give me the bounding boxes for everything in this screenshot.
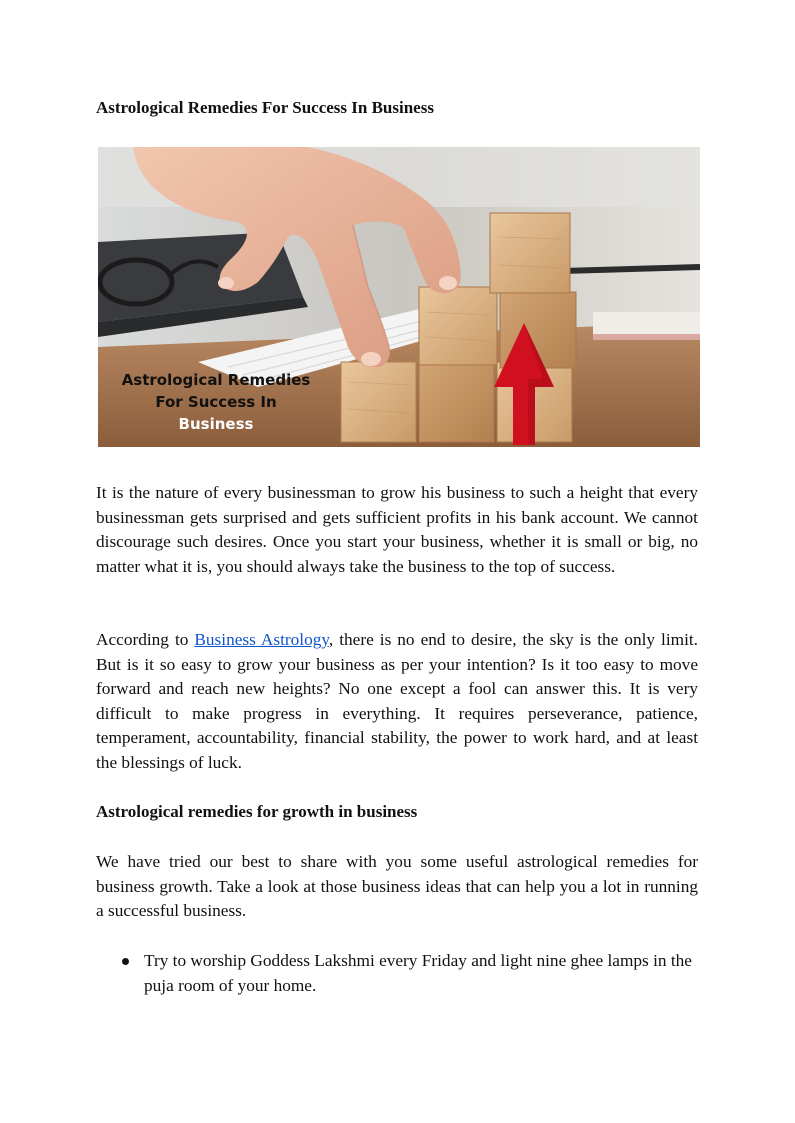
hero-image [98, 147, 700, 447]
section-heading: Astrological remedies for growth in business [96, 802, 418, 821]
remedies-intro-paragraph: We have tried our best to share with you some useful astrological remedies for business growth. Take a look at those business ideas that can help you a lot in running a successful business. [96, 852, 698, 920]
intro-paragraph: It is the nature of every businessman to grow his business to such a height that every businessman gets surprised and gets sufficient profits in his bank account. We cannot discourage such desires. Once you start your business, whether it is small or big, no matter what it is, you should always take the business to the top of success. [96, 483, 698, 576]
page-title: Astrological Remedies For Success In Business [96, 98, 434, 117]
hero-caption-line-2: For Success In [155, 393, 277, 411]
bullet-dot-icon [122, 958, 129, 965]
business-astrology-paragraph [96, 628, 698, 775]
list-item [96, 949, 698, 998]
remedies-list [96, 949, 698, 998]
paragraph-text-before-link: According to [96, 630, 195, 649]
hero-caption [116, 369, 316, 435]
business-astrology-link[interactable]: Business Astrology [194, 630, 329, 649]
hero-caption-line-1: Astrological Remedies [121, 371, 311, 389]
hero-caption-line-3: Business [178, 415, 254, 433]
list-item-text: Try to worship Goddess Lakshmi every Friday and light nine ghee lamps in the puja room of your home. [144, 951, 692, 995]
paragraph-text-after-link: , there is no end to desire, the sky is the only limit. But is it so easy to grow your business as per your intention? Is it too easy to move forward and reach new heights? No one except a fool can answer this. It is very difficult to make progress in everything. It requires perseverance, patience, temperament, accountability, financial stability, the power to work hard, and at least the blessings of luck. [96, 630, 699, 772]
